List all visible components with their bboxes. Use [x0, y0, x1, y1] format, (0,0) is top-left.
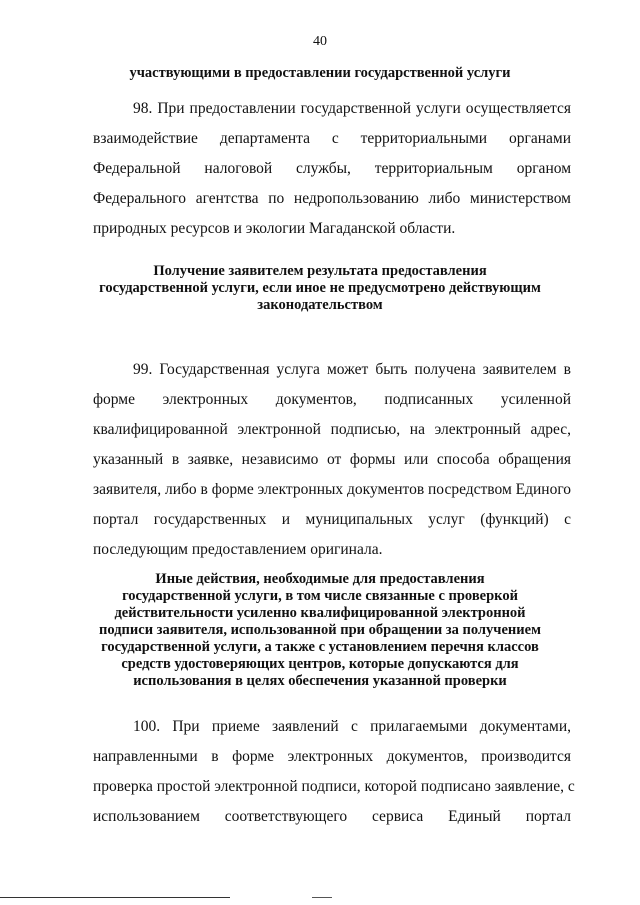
section-heading-continued: [0, 65, 640, 82]
heading-line: законодательством: [257, 297, 383, 313]
paragraph-98: [93, 100, 571, 250]
paragraph-line: заявителя, либо в форме электронных документов посредством Единого: [93, 481, 572, 498]
footer-rule: [0, 897, 230, 898]
heading-line: действительности усиленно квалифицированной электронной: [114, 605, 526, 621]
heading-line: использования в целях обеспечения указанной проверки: [133, 673, 507, 689]
paragraph-line: взаимодействие департамента с территориальными органами: [93, 130, 571, 147]
heading-line: Иные действия, необходимые для предоставления: [155, 571, 485, 587]
paragraph-line: природных ресурсов и экологии Магаданской области.: [93, 220, 456, 237]
paragraph-line: 98. При предоставлении государственной услуги осуществляется: [133, 100, 571, 117]
heading-line: государственной услуги, в том числе связанные с проверкой: [122, 588, 518, 604]
paragraph-line: использованием соответствующего сервиса Единый портал: [93, 808, 571, 825]
heading-line: подписи заявителя, использованной при обращении за получением: [99, 622, 541, 638]
paragraph-line: Федеральной налоговой службы, территориальным органом: [93, 160, 571, 177]
paragraph-line: форме электронных документов, подписанных усиленной: [93, 391, 571, 408]
heading-line: государственной услуги, а также с установлением перечня классов: [101, 639, 539, 655]
paragraph-line: проверка простой электронной подписи, которой подписано заявление, с: [93, 778, 575, 795]
heading-line: государственной услуги, если иное не предусмотрено действующим: [99, 280, 541, 296]
paragraph-line: 99. Государственная услуга может быть получена заявителем в: [133, 361, 571, 378]
heading-line: Получение заявителем результата предоставления: [153, 263, 487, 279]
paragraph-line: Федерального агентства по недропользованию либо министерством: [93, 190, 571, 207]
paragraph-line: квалифицированной электронной подписью, на электронный адрес,: [93, 421, 571, 438]
paragraph-line: направленными в форме электронных документов, производится: [93, 748, 571, 765]
page-number: 40: [313, 34, 327, 49]
paragraph-100: [93, 718, 575, 838]
paragraph-line: портал государственных и муниципальных услуг (функций) с: [93, 511, 571, 528]
footer-mark: [312, 897, 332, 898]
section-heading-result: [0, 263, 640, 314]
heading-line: участвующими в предоставлении государственной услуги: [129, 65, 511, 81]
paragraph-line: указанный в заявке, независимо от формы или способа обращения: [93, 451, 571, 468]
section-heading-other-actions: [0, 571, 640, 690]
paragraph-line: последующим предоставлением оригинала.: [93, 541, 383, 558]
paragraph-line: 100. При приеме заявлений с прилагаемыми документами,: [133, 718, 571, 735]
paragraph-99: [93, 361, 571, 571]
heading-line: средств удостоверяющих центров, которые допускаются для: [121, 656, 519, 672]
